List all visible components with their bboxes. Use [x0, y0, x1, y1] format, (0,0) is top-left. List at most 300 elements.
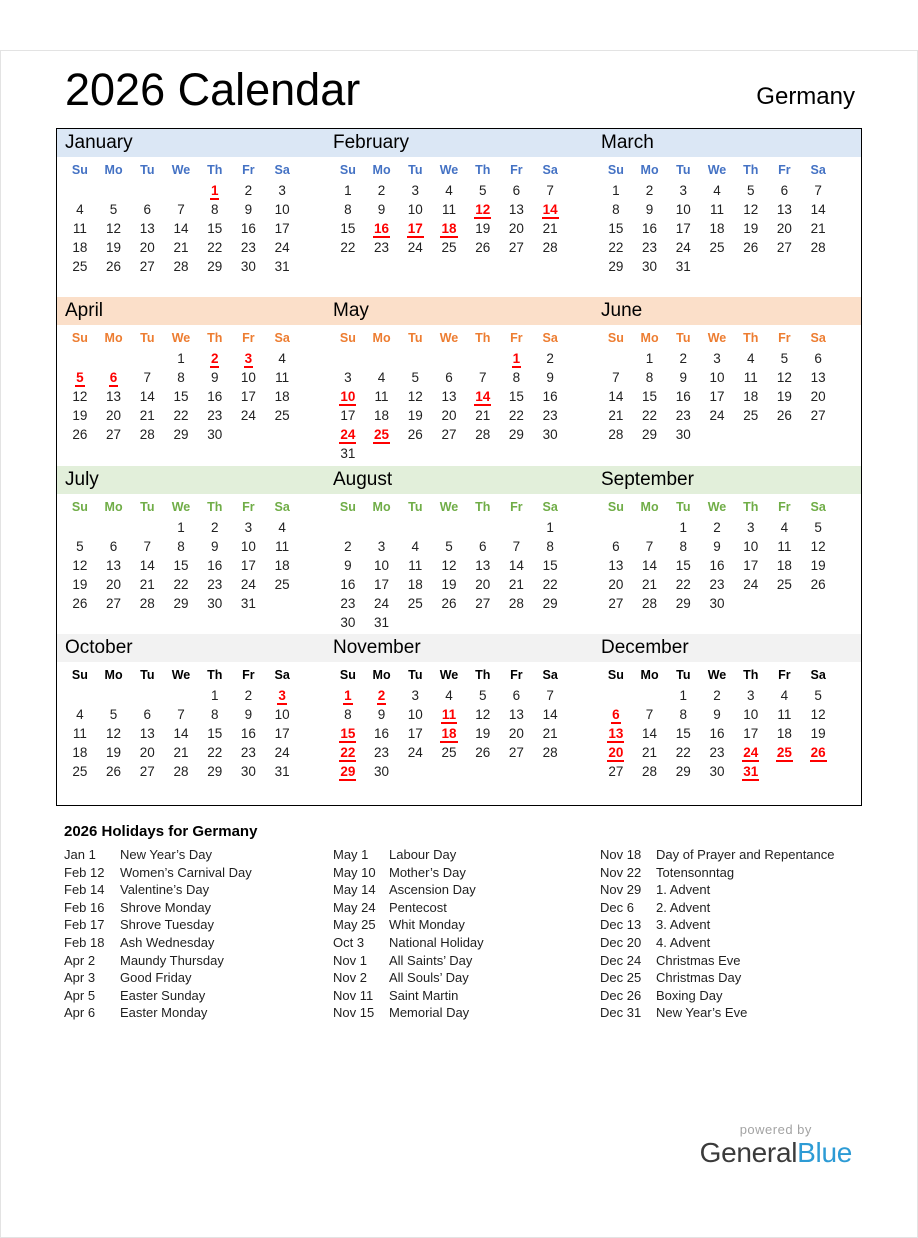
date-cell: 11 [72, 726, 87, 741]
date-cell: 17 [743, 726, 759, 741]
date-cell: 6 [612, 539, 620, 554]
date-cell [599, 724, 633, 743]
date-cell: 19 [475, 726, 491, 741]
date-cell: 3 [746, 688, 755, 703]
date-cell: 15 [542, 558, 558, 573]
holiday-item [333, 881, 600, 899]
month-name: March [601, 132, 654, 153]
date-cell: 16 [542, 389, 558, 404]
weekday-label: Th [475, 667, 491, 682]
date-cell: 15 [642, 389, 658, 404]
date-cell: 4 [411, 539, 420, 554]
date-cell: 21 [642, 745, 658, 760]
date-cell [398, 219, 432, 238]
weekday-label: We [439, 330, 459, 345]
date-cell: 6 [814, 351, 822, 366]
weekday-label: Th [743, 499, 759, 514]
date-grid [599, 518, 835, 613]
weekday-label: Sa [542, 330, 558, 345]
date-cell: 25 [743, 408, 759, 423]
holiday-date: 1 [344, 688, 352, 703]
powered-by-label: powered by [739, 1122, 812, 1137]
date-cell: 30 [240, 259, 256, 274]
date-cell: 26 [106, 259, 122, 274]
holiday-date-label: May 14 [333, 882, 376, 898]
date-cell: 21 [139, 408, 155, 423]
date-cell: 28 [139, 427, 155, 442]
date-cell: 30 [207, 596, 223, 611]
holiday-name: Women’s Carnival Day [120, 864, 252, 880]
date-cell: 12 [441, 558, 457, 573]
date-cell: 1 [210, 688, 219, 703]
date-cell: 19 [776, 389, 792, 404]
date-cell: 18 [709, 221, 725, 236]
date-cell: 19 [441, 577, 457, 592]
date-cell [734, 743, 768, 762]
date-cell: 25 [709, 240, 725, 255]
date-cell [432, 518, 466, 537]
date-cell: 18 [743, 389, 759, 404]
date-cell [130, 349, 164, 368]
date-cell [130, 181, 164, 200]
date-cell: 3 [411, 183, 420, 198]
date-cell: 25 [274, 408, 290, 423]
date-cell [63, 686, 97, 705]
holiday-date-label: Jan 1 [64, 847, 96, 862]
date-cell: 22 [542, 577, 558, 592]
date-cell [432, 349, 466, 368]
date-cell: 20 [776, 221, 792, 236]
holiday-item [64, 1004, 333, 1022]
date-cell: 9 [377, 202, 386, 217]
date-cell: 12 [743, 202, 759, 217]
date-cell: 6 [512, 688, 521, 703]
date-cell: 5 [478, 688, 487, 703]
weekday-label: Fr [242, 330, 255, 345]
date-cell: 15 [173, 389, 189, 404]
date-cell [500, 349, 534, 368]
date-cell: 13 [475, 558, 491, 573]
holidays-column [600, 846, 862, 1022]
holiday-date-label: Nov 22 [600, 864, 642, 880]
brand-blue: Blue [797, 1137, 852, 1168]
holidays-title: 2026 Holidays for Germany [64, 823, 258, 840]
date-cell [164, 181, 198, 200]
date-cell [599, 518, 633, 537]
date-cell: 9 [244, 202, 253, 217]
date-cell: 19 [72, 577, 88, 592]
date-cell [500, 518, 534, 537]
date-cell: 13 [106, 389, 122, 404]
date-cell [331, 762, 365, 781]
date-cell: 15 [207, 726, 223, 741]
date-grid [63, 349, 299, 444]
date-cell: 20 [139, 745, 155, 760]
date-cell: 28 [810, 240, 826, 255]
holiday-date: 5 [76, 370, 84, 385]
date-cell: 3 [278, 183, 286, 198]
date-cell: 30 [542, 427, 558, 442]
page-title: 2026 Calendar [65, 64, 361, 115]
month-march [593, 157, 861, 276]
date-cell: 7 [143, 370, 152, 385]
weekday-label: Mo [372, 162, 391, 177]
date-cell: 16 [374, 726, 390, 741]
holiday-item [600, 1004, 862, 1022]
date-cell: 3 [411, 688, 420, 703]
date-cell [331, 349, 365, 368]
date-cell: 18 [274, 389, 290, 404]
holiday-item [333, 969, 600, 987]
weekday-label: Sa [810, 330, 826, 345]
date-cell: 14 [508, 558, 524, 573]
date-cell: 27 [608, 596, 624, 611]
date-cell [331, 743, 365, 762]
date-cell: 20 [106, 577, 122, 592]
month-name: July [65, 469, 99, 490]
date-cell [365, 444, 399, 463]
date-cell [734, 762, 768, 781]
holiday-date: 20 [608, 745, 624, 760]
date-cell: 25 [407, 596, 423, 611]
date-grid [63, 181, 299, 276]
holiday-date: 15 [340, 726, 356, 741]
date-cell: 13 [106, 558, 122, 573]
holiday-date-label: Nov 29 [600, 882, 642, 898]
date-cell [801, 425, 835, 444]
date-cell: 21 [173, 240, 189, 255]
weekday-label: Tu [676, 330, 691, 345]
date-cell [331, 518, 365, 537]
quarter-section [57, 129, 861, 297]
holiday-item [64, 899, 333, 917]
date-cell: 8 [210, 202, 219, 217]
holiday-name: Ash Wednesday [120, 934, 215, 950]
date-cell: 8 [612, 202, 620, 217]
date-cell [432, 762, 466, 781]
date-cell [533, 762, 567, 781]
holiday-date: 1 [512, 351, 521, 366]
weekday-label: Su [607, 667, 624, 682]
weekday-label: Sa [274, 330, 290, 345]
month-january [57, 157, 325, 276]
date-cell: 3 [344, 370, 352, 385]
weekday-label: Mo [372, 667, 391, 682]
date-cell: 22 [207, 745, 223, 760]
date-cell: 26 [72, 427, 88, 442]
date-cell: 14 [542, 707, 558, 722]
date-cell: 24 [675, 240, 691, 255]
date-cell: 16 [340, 577, 356, 592]
date-cell: 23 [207, 577, 223, 592]
date-cell: 10 [407, 202, 423, 217]
weekday-label: Mo [104, 667, 123, 682]
date-cell: 21 [139, 577, 155, 592]
holiday-name: 4. Advent [656, 934, 711, 950]
holiday-name: Labour Day [389, 847, 457, 862]
month-name: September [601, 469, 694, 490]
date-cell: 8 [177, 370, 185, 385]
date-cell: 23 [207, 408, 223, 423]
date-cell: 28 [475, 427, 491, 442]
date-cell: 11 [777, 707, 792, 722]
holiday-date: 2 [377, 688, 386, 703]
date-cell: 17 [407, 726, 423, 741]
date-cell: 9 [210, 370, 219, 385]
date-cell: 23 [542, 408, 558, 423]
date-cell: 2 [546, 351, 554, 366]
date-cell: 23 [240, 240, 256, 255]
date-cell: 23 [675, 408, 691, 423]
date-cell: 2 [645, 183, 654, 198]
date-cell: 24 [240, 577, 256, 592]
date-cell: 26 [441, 596, 457, 611]
holiday-name: Shrove Tuesday [120, 917, 214, 933]
holiday-date: 18 [441, 221, 457, 236]
weekday-label: We [707, 162, 727, 177]
weekday-label: Su [339, 162, 356, 177]
holiday-date-label: Nov 2 [333, 970, 367, 986]
holiday-date: 11 [441, 707, 457, 722]
weekday-header-row [599, 663, 835, 686]
quarter-section [57, 297, 861, 466]
date-cell: 21 [475, 408, 491, 423]
country-label: Germany [756, 83, 855, 110]
date-cell: 23 [642, 240, 658, 255]
month-april [57, 325, 325, 444]
weekday-label: Su [607, 162, 624, 177]
holiday-date-label: Oct 3 [333, 934, 365, 950]
date-cell [633, 686, 667, 705]
weekday-label: Mo [640, 162, 659, 177]
date-cell [768, 762, 802, 781]
date-cell: 12 [776, 370, 792, 385]
weekday-label: Th [475, 162, 491, 177]
date-cell: 13 [441, 389, 457, 404]
holiday-date: 3 [278, 688, 286, 703]
weekday-header-row [63, 158, 299, 181]
date-cell: 11 [777, 539, 792, 554]
date-cell: 26 [743, 240, 759, 255]
weekday-label: Sa [542, 667, 558, 682]
holiday-item [333, 934, 600, 952]
date-cell: 14 [173, 221, 189, 236]
date-cell [398, 349, 432, 368]
date-cell: 30 [675, 427, 691, 442]
date-cell: 4 [76, 202, 84, 217]
date-cell: 10 [274, 202, 290, 217]
holiday-name: Christmas Eve [656, 952, 741, 968]
date-grid [331, 686, 567, 781]
date-cell [599, 686, 633, 705]
weekday-label: Fr [510, 162, 523, 177]
date-cell: 9 [679, 370, 688, 385]
date-cell: 7 [612, 370, 620, 385]
date-cell [97, 518, 131, 537]
weekday-label: Mo [104, 499, 123, 514]
date-cell: 22 [642, 408, 658, 423]
holiday-date-label: Dec 20 [600, 934, 642, 950]
date-cell: 31 [274, 259, 290, 274]
month-may [325, 325, 593, 463]
date-cell: 18 [72, 745, 88, 760]
holiday-date: 6 [109, 370, 118, 385]
date-cell: 22 [675, 745, 691, 760]
brand-general: General [699, 1137, 798, 1168]
date-cell: 11 [275, 370, 290, 385]
date-cell [801, 762, 835, 781]
date-cell: 23 [240, 745, 256, 760]
date-cell: 7 [814, 183, 822, 198]
weekday-label: We [439, 499, 459, 514]
date-cell: 20 [608, 577, 624, 592]
date-cell: 24 [274, 240, 290, 255]
quarter-body [57, 662, 861, 781]
date-cell: 15 [608, 221, 624, 236]
date-cell: 28 [173, 764, 189, 779]
weekday-header-row [599, 158, 835, 181]
date-cell: 17 [709, 389, 725, 404]
weekday-label: Su [339, 330, 356, 345]
date-cell: 19 [810, 558, 826, 573]
holiday-date-label: May 1 [333, 847, 369, 862]
date-cell: 11 [408, 558, 423, 573]
date-cell: 6 [109, 539, 118, 554]
date-cell [331, 425, 365, 444]
weekday-label: Th [743, 667, 759, 682]
date-cell: 21 [810, 221, 826, 236]
weekday-label: Th [207, 330, 223, 345]
date-cell: 14 [642, 726, 658, 741]
date-cell [768, 257, 802, 276]
weekday-label: Fr [242, 667, 255, 682]
weekday-label: Mo [104, 162, 123, 177]
month-name: August [333, 469, 393, 490]
date-cell: 17 [240, 389, 256, 404]
date-cell: 4 [780, 688, 789, 703]
date-cell: 29 [608, 259, 624, 274]
weekday-header-row [599, 326, 835, 349]
date-cell: 3 [746, 520, 755, 535]
date-cell [734, 594, 768, 613]
weekday-label: Th [207, 499, 223, 514]
weekday-label: Su [71, 162, 88, 177]
date-cell: 16 [240, 221, 256, 236]
date-cell [466, 200, 500, 219]
date-cell: 26 [106, 764, 122, 779]
weekday-label: Su [607, 499, 624, 514]
date-cell: 9 [713, 707, 721, 722]
date-cell: 8 [344, 202, 352, 217]
date-cell: 5 [746, 183, 755, 198]
weekday-header-row [331, 663, 567, 686]
holiday-date-label: Apr 3 [64, 970, 96, 986]
date-cell: 3 [377, 539, 386, 554]
quarter-band [57, 466, 861, 494]
weekday-label: We [707, 667, 727, 682]
holiday-date: 13 [608, 726, 624, 741]
date-cell [232, 349, 266, 368]
holiday-name: 1. Advent [656, 882, 711, 898]
date-cell: 10 [374, 558, 390, 573]
date-cell [599, 349, 633, 368]
date-cell: 21 [508, 577, 524, 592]
date-cell: 11 [374, 389, 389, 404]
date-cell: 3 [713, 351, 721, 366]
holiday-name: New Year’s Day [120, 847, 213, 862]
date-cell: 3 [244, 520, 253, 535]
holiday-date: 14 [475, 389, 491, 404]
weekday-label: Tu [140, 667, 155, 682]
date-cell: 23 [374, 240, 390, 255]
date-cell: 15 [340, 221, 356, 236]
date-cell: 14 [810, 202, 826, 217]
date-cell: 16 [642, 221, 658, 236]
weekday-label: Tu [408, 330, 423, 345]
date-cell [232, 425, 266, 444]
month-february [325, 157, 593, 257]
date-cell: 25 [441, 745, 457, 760]
date-cell: 4 [713, 183, 721, 198]
weekday-label: Sa [274, 162, 290, 177]
date-cell: 6 [780, 183, 789, 198]
month-name: January [65, 132, 133, 153]
date-grid [331, 518, 567, 632]
date-cell: 30 [207, 427, 223, 442]
date-cell: 22 [173, 408, 189, 423]
month-december [593, 662, 861, 781]
weekday-label: Tu [408, 667, 423, 682]
weekday-label: Tu [676, 499, 691, 514]
date-cell: 4 [76, 707, 84, 722]
date-cell: 27 [139, 259, 155, 274]
date-cell [130, 686, 164, 705]
date-cell: 15 [173, 558, 189, 573]
holiday-name: National Holiday [389, 934, 484, 950]
date-cell [801, 594, 835, 613]
date-cell: 24 [407, 240, 423, 255]
date-cell: 30 [709, 764, 725, 779]
date-cell [365, 686, 399, 705]
date-cell: 7 [478, 370, 487, 385]
quarter-body [57, 325, 861, 463]
date-cell: 1 [679, 688, 688, 703]
weekday-label: Fr [242, 162, 255, 177]
date-cell: 23 [709, 577, 725, 592]
holiday-date-label: Dec 26 [600, 987, 642, 1003]
date-cell: 16 [240, 726, 256, 741]
date-cell [500, 444, 534, 463]
date-cell [466, 613, 500, 632]
holiday-date-label: Apr 5 [64, 987, 96, 1003]
date-cell: 31 [340, 446, 356, 461]
date-cell: 12 [72, 558, 88, 573]
date-cell: 17 [675, 221, 691, 236]
calendar-grid [56, 128, 862, 806]
weekday-label: Tu [408, 162, 423, 177]
holidays-column [64, 846, 333, 1022]
date-cell: 28 [608, 427, 624, 442]
month-name: May [333, 300, 369, 321]
date-cell: 4 [377, 370, 386, 385]
date-grid [331, 181, 567, 257]
date-cell: 17 [340, 408, 356, 423]
date-cell: 23 [709, 745, 725, 760]
holiday-date: 22 [340, 745, 356, 760]
date-cell: 27 [106, 427, 122, 442]
date-cell: 11 [72, 221, 87, 236]
date-cell: 7 [143, 539, 152, 554]
